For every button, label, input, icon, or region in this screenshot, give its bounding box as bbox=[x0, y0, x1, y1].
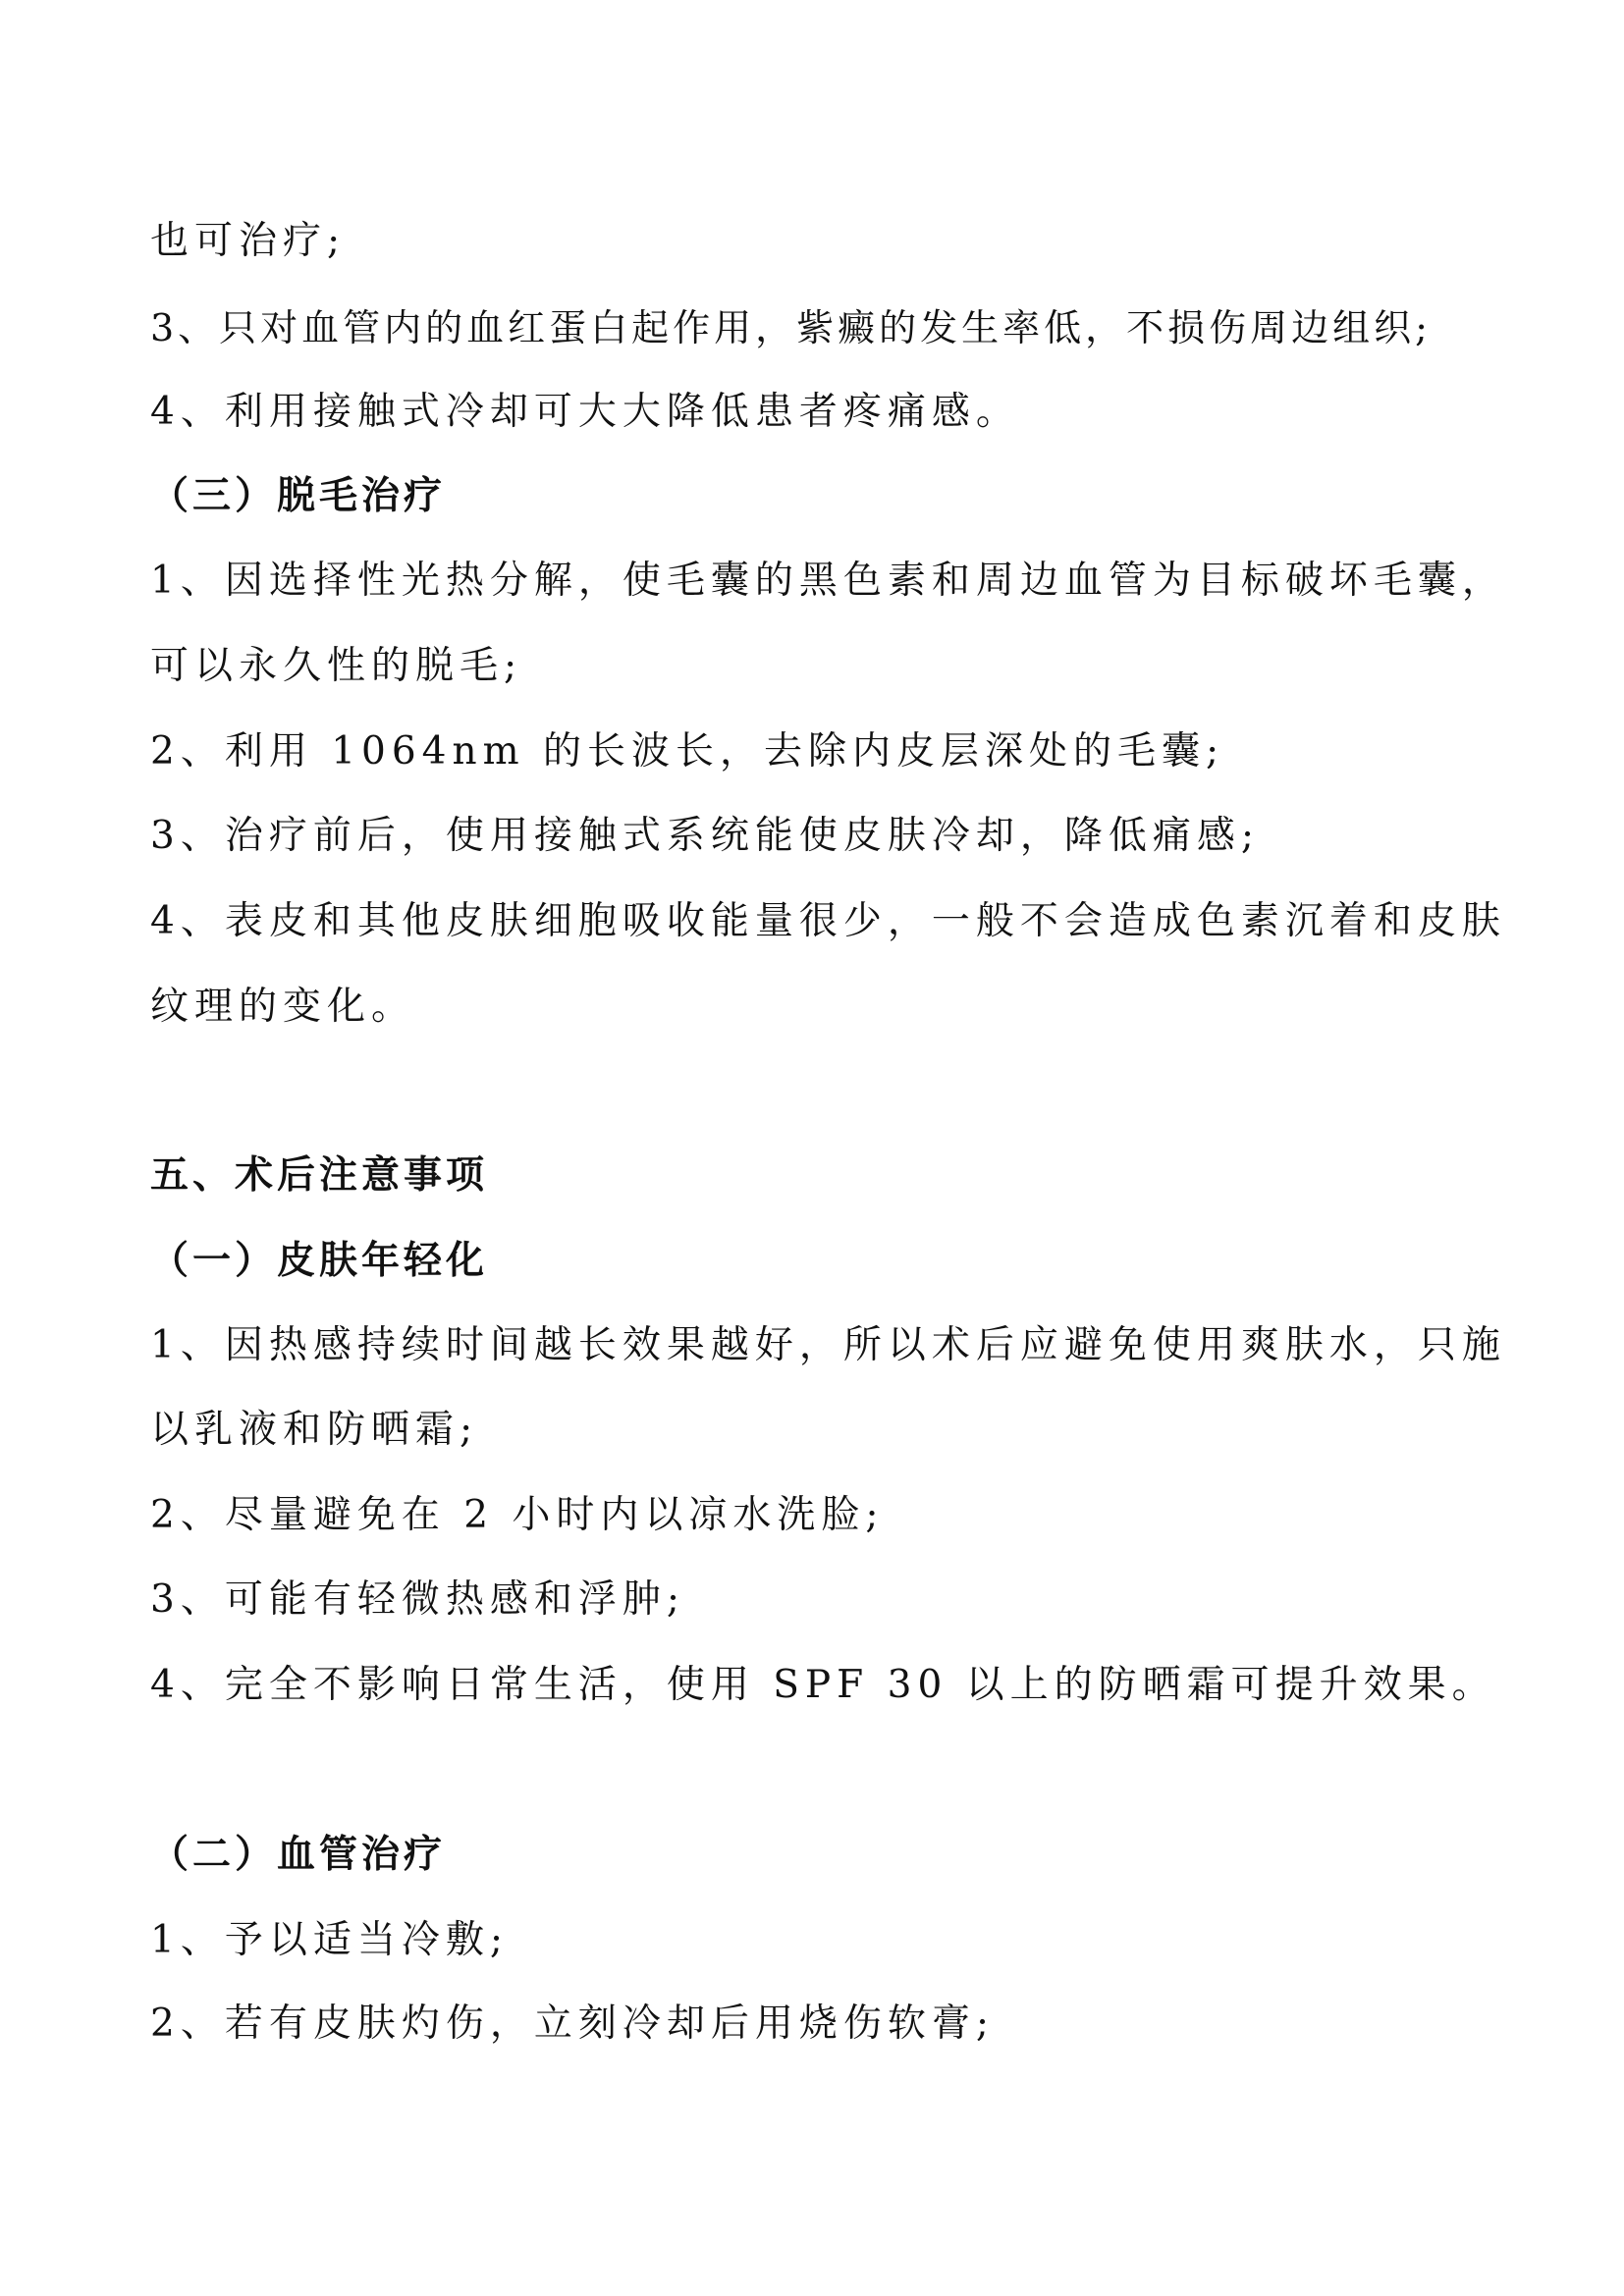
section-heading-hair-removal: （三）脱毛治疗 bbox=[150, 474, 447, 518]
list-item: 4、完全不影响日常生活，使用 SPF 30 以上的防晒霜可提升效果。 bbox=[150, 1663, 1496, 1707]
list-item: 3、只对血管内的血红蛋白起作用，紫癜的发生率低，不损伤周边组织; bbox=[150, 306, 1432, 349]
list-item: 1、因热感持续时间越长效果越好，所以术后应避免使用爽肤水，只施 bbox=[150, 1323, 1506, 1367]
list-item: 3、治疗前后，使用接触式系统能使皮肤冷却，降低痛感; bbox=[150, 814, 1260, 858]
list-item: 1、予以适当冷敷; bbox=[150, 1918, 509, 1962]
list-item: 4、利用接触式冷却可大大降低患者疼痛感。 bbox=[150, 390, 1020, 434]
section-heading-skin-rejuvenation: （一）皮肤年轻化 bbox=[150, 1239, 489, 1283]
list-item: 2、利用 1064nm 的长波长，去除内皮层深处的毛囊; bbox=[150, 729, 1225, 774]
list-item: 1、因选择性光热分解，使毛囊的黑色素和周边血管为目标破坏毛囊， bbox=[150, 559, 1506, 603]
text-line: 纹理的变化。 bbox=[150, 985, 416, 1029]
section-heading-vascular-treatment: （二）血管治疗 bbox=[150, 1833, 447, 1877]
list-item: 2、若有皮肤灼伤，立刻冷却后用烧伤软膏; bbox=[150, 2002, 995, 2046]
text-line: 也可治疗; bbox=[150, 219, 347, 263]
text-line: 以乳液和防晒霜; bbox=[150, 1408, 479, 1452]
list-item: 4、表皮和其他皮肤细胞吸收能量很少，一般不会造成色素沉着和皮肤 bbox=[150, 899, 1506, 943]
chapter-heading-postop-notes: 五、术后注意事项 bbox=[150, 1153, 489, 1198]
list-item: 2、尽量避免在 2 小时内以凉水洗脸; bbox=[150, 1493, 885, 1537]
text-line: 可以永久性的脱毛; bbox=[150, 644, 523, 688]
list-item: 3、可能有轻微热感和浮肿; bbox=[150, 1577, 685, 1622]
